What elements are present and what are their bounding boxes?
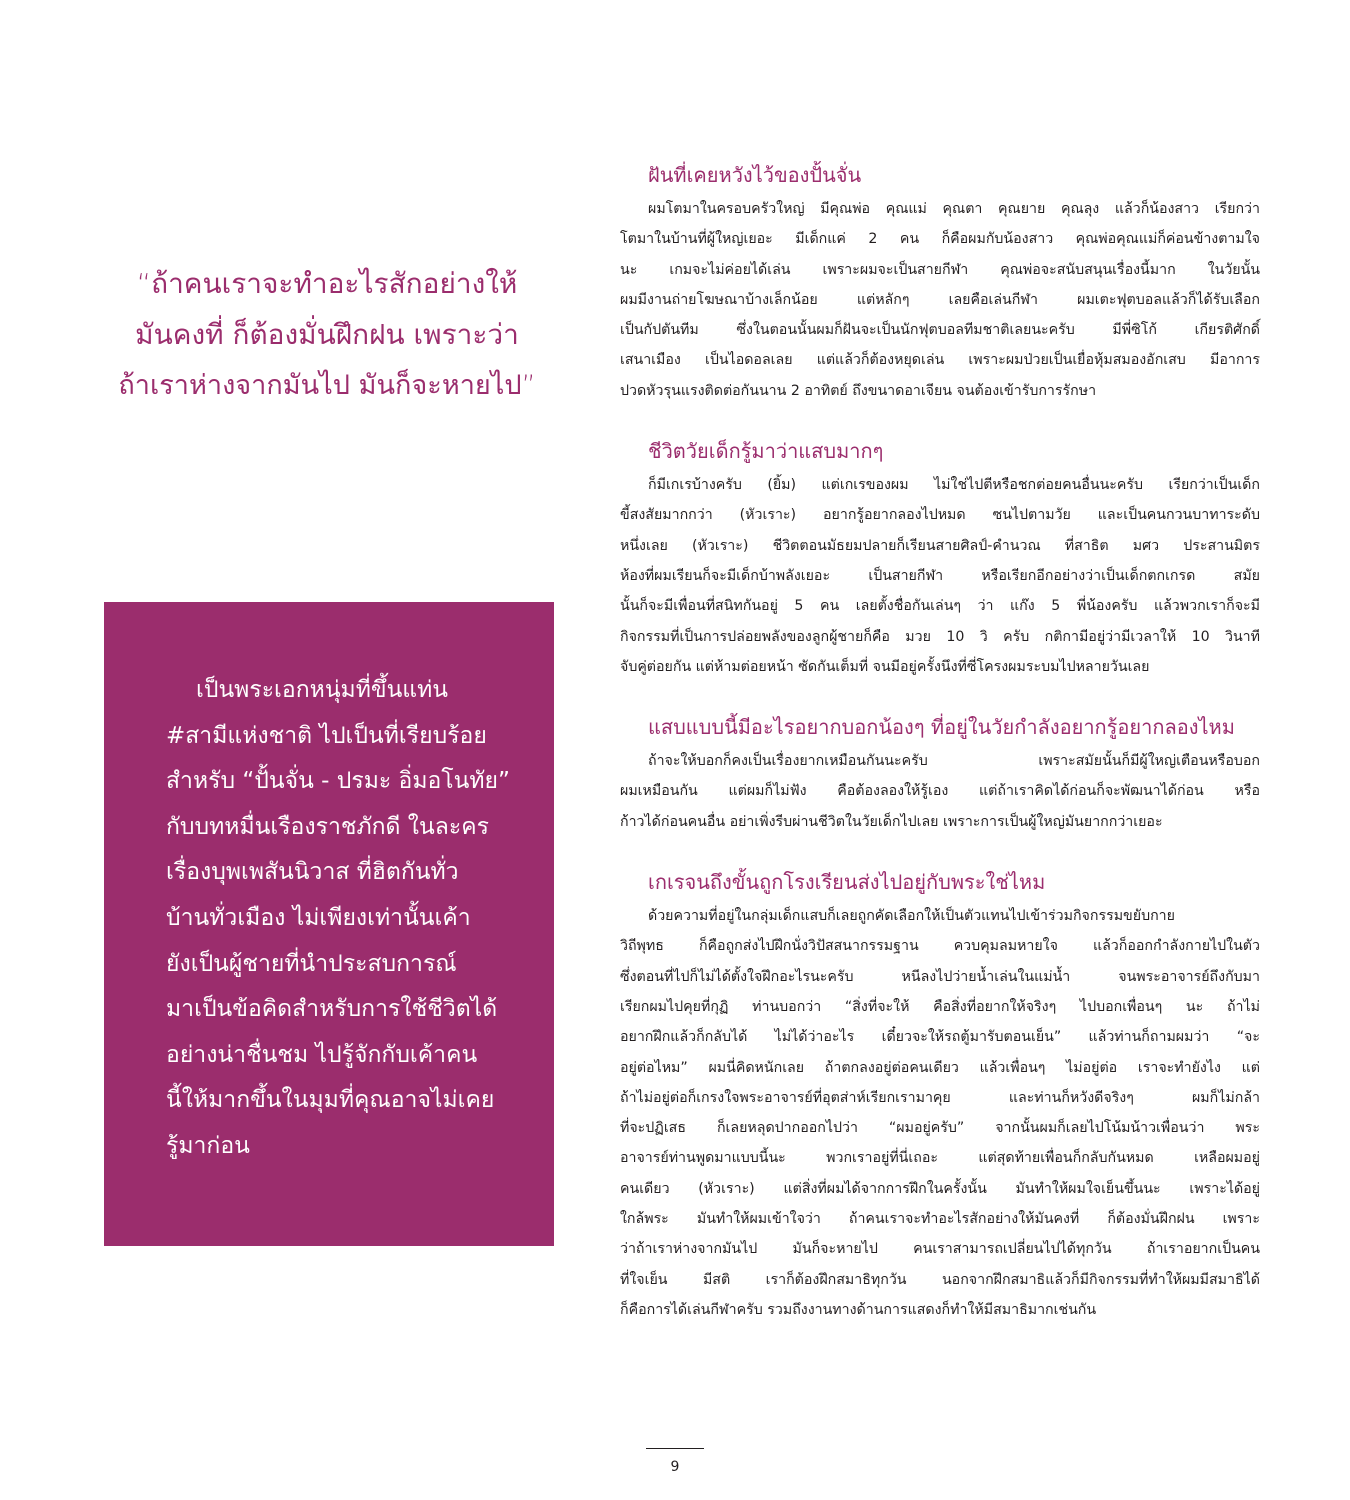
paragraph-line: เป็นกัปตันทีม ซึ่งในตอนนั้นผมก็ฝันจะเป็นนักฟุตบอลทีมชาติเลยนะครับ มีพี่ซิโก้ เกียรติศักดิ์	[620, 322, 1260, 339]
paragraph-line: ซึ่งตอนที่ไปก็ไม่ได้ตั้งใจฝึกอะไรนะครับ หนีลงไปว่ายน้ำเล่นในแม่น้ำ จนพระอาจารย์ถึงกับมา	[620, 968, 1260, 985]
paragraph-line: กิจกรรมที่เป็นการปล่อยพลังของลูกผู้ชายก็คือ มวย 10 วิ ครับ กติกามีอยู่ว่ามีเวลาให้ 10 วินาที	[620, 628, 1260, 645]
article-section	[620, 712, 1260, 837]
bio-line: เรื่องบุพเพสันนิวาส ที่ฮิตกันทั่ว	[166, 859, 459, 886]
paragraph-line: ก็คือการได้เล่นกีฬาครับ รวมถึงงานทางด้านการแสดงก็ทำให้มีสมาธิมากเช่นกัน	[620, 1301, 1097, 1318]
paragraph-line: ผมมีงานถ่ายโฆษณาบ้างเล็กน้อย แต่หลักๆ เลยคือเล่นกีฬา ผมเตะฟุตบอลแล้วก็ได้รับเลือก	[620, 291, 1260, 308]
bio-line: ยังเป็นผู้ชายที่นำประสบการณ์	[166, 950, 457, 977]
paragraph-line: ผมเหมือนกัน แต่ผมก็ไม่ฟัง คือต้องลองให้รู้เอง แต่ถ้าเราคิดได้ก่อนก็จะพัฒนาได้ก่อน หรือ	[620, 783, 1260, 800]
section-heading: ชีวิตวัยเด็กรู้มาว่าแสบมากๆ	[648, 439, 884, 464]
paragraph-line: ด้วยความที่อยู่ในกลุ่มเด็กแสบก็เลยถูกคัดเลือกให้เป็นตัวแทนไปเข้าร่วมกิจกรรมขยับกาย	[648, 908, 1175, 925]
paragraph-line: ที่ใจเย็น มีสติ เราก็ต้องฝึกสมาธิทุกวัน นอกจากฝึกสมาธิแล้วก็มีกิจกรรมที่ทำให้ผมมีสมาธิได้	[620, 1271, 1260, 1288]
bio-line: รู้มาก่อน	[166, 1132, 250, 1159]
article-section	[620, 160, 1260, 406]
paragraph-line: ว่าถ้าเราห่างจากมันไป มันก็จะหายไป คนเราสามารถเปลี่ยนไปได้ทุกวัน ถ้าเราอยากเป็นคน	[620, 1241, 1260, 1258]
pull-quote-line: มันคงที่ ก็ต้องมั่นฝึกฝน เพราะว่า	[135, 318, 519, 351]
bio-line: กับบทหมื่นเรืองราชภักดี ในละคร	[166, 813, 489, 840]
paragraph-line: อยู่ต่อไหม” ผมนี่คิดหนักเลย ถ้าตกลงอยู่ต่อคนเดียว แล้วเพื่อนๆ ไม่อยู่ต่อ เราจะทำยังไง แต่	[620, 1059, 1260, 1076]
article-section	[620, 436, 1260, 682]
paragraph-line: นั้นก็จะมีเพื่อนที่สนิทกันอยู่ 5 คน เลยตั้งชื่อกันเล่นๆ ว่า แก๊ง 5 พี่น้องครับ แล้วพวกเราก็จะมี	[620, 598, 1260, 615]
paragraph-line: ที่จะปฏิเสธ ก็เลยหลุดปากออกไปว่า “ผมอยู่ครับ” จากนั้นผมก็เลยไปโน้มน้าวเพื่อนว่า พระ	[620, 1120, 1260, 1137]
paragraph-line: ถ้าจะให้บอกก็คงเป็นเรื่องยากเหมือนกันนะครับ เพราะสมัยนั้นก็มีผู้ใหญ่เตือนหรือบอก	[648, 753, 1260, 770]
section-heading: เกเรจนถึงขั้นถูกโรงเรียนส่งไปอยู่กับพระใช่ไหม	[648, 870, 1046, 895]
paragraph-line: โตมาในบ้านที่ผู้ใหญ่เยอะ มีเด็กแค่ 2 คน ก็คือผมกับน้องสาว คุณพ่อคุณแม่ก็ค่อนข้างตามใจ	[620, 231, 1260, 248]
paragraph-line: ขี้สงสัยมากกว่า (หัวเราะ) อยากรู้อยากลองไปหมด ซนไปตามวัย และเป็นคนกวนบาทาระดับ	[620, 507, 1260, 524]
paragraph-line: อาจารย์ท่านพูดมาแบบนี้นะ พวกเราอยู่ที่นี่เถอะ แต่สุดท้ายเพื่อนก็กลับกันหมด เหลือผมอยู่	[620, 1150, 1260, 1167]
paragraph-line: เรียกผมไปคุยที่กุฏิ ท่านบอกว่า “สิ่งที่จะให้ คือสิ่งที่อยากให้จริงๆ ไปบอกเพื่อนๆ นะ ถ้าไม่	[620, 998, 1260, 1015]
section-heading: ฝันที่เคยหวังไว้ของปั้นจั่น	[648, 163, 862, 187]
paragraph-line: ก้าวได้ก่อนคนอื่น อย่าเพิ่งรีบผ่านชีวิตในวัยเด็กไปเลย เพราะการเป็นผู้ใหญ่มันยากกว่าเยอะ	[620, 813, 1163, 830]
paragraph-line: อยากฝึกแล้วก็กลับได้ ไม่ได้ว่าอะไร เดี๋ยวจะให้รถตู้มารับตอนเย็น” แล้วท่านก็ถามผมว่า “จะ	[620, 1029, 1260, 1046]
section-heading: แสบแบบนี้มีอะไรอยากบอกน้องๆ ที่อยู่ในวัยกำลังอยากรู้อยากลองไหม	[648, 715, 1235, 740]
bio-text	[166, 668, 511, 1170]
paragraph-line: วิถีพุทธ ก็คือถูกส่งไปฝึกนั่งวิปัสสนากรรมฐาน ควบคุมลมหายใจ แล้วก็ออกกำลังกายไปในตัว	[620, 938, 1260, 955]
article-section	[620, 867, 1260, 1325]
paragraph-line: คนเดียว (หัวเราะ) แต่สิ่งที่ผมได้จากการฝึกในครั้งนั้น มันทำให้ผมใจเย็นขึ้นนะ เพราะได้อยู่	[620, 1180, 1260, 1197]
bio-line: อย่างน่าชื่นชม ไปรู้จักกับเค้าคน	[166, 1041, 478, 1068]
paragraph-line: ใกล้พระ มันทำให้ผมเข้าใจว่า ถ้าคนเราจะทำอะไรสักอย่างให้มันคงที่ ก็ต้องมั่นฝึกฝน เพราะ	[620, 1211, 1260, 1228]
bio-line: มาเป็นข้อคิดสำหรับการใช้ชีวิตได้	[166, 996, 498, 1023]
paragraph-line: ผมโตมาในครอบครัวใหญ่ มีคุณพ่อ คุณแม่ คุณตา คุณยาย คุณลุง แล้วก็น้องสาว เรียกว่า	[648, 201, 1260, 217]
bio-line: เป็นพระเอกหนุ่มที่ขึ้นแท่น	[196, 677, 449, 703]
paragraph-line: ก็มีเกเรบ้างครับ (ยิ้ม) แต่เกเรของผม ไม่ใช่ไปตีหรือชกต่อยคนอื่นนะครับ เรียกว่าเป็นเด็ก	[648, 477, 1260, 494]
page-number: 9	[646, 1448, 704, 1475]
bio-line: บ้านทั่วเมือง ไม่เพียงเท่านั้นเค้า	[166, 904, 471, 931]
paragraph-line: หนึ่งเลย (หัวเราะ) ชีวิตตอนมัธยมปลายก็เรียนสายศิลป์-คำนวณ ที่สาธิต มศว ประสานมิตร	[620, 537, 1260, 554]
bio-box	[104, 602, 554, 1246]
pull-quote-line: ถ้าเราห่างจากมันไป มันก็จะหายไป”	[118, 370, 536, 401]
paragraph-line: ถ้าไม่อยู่ต่อก็เกรงใจพระอาจารย์ที่อุตส่าห์เรียกเรามาคุย และท่านก็หวังดีจริงๆ ผมก็ไม่กล้า	[620, 1089, 1260, 1106]
article-column	[620, 160, 1260, 1325]
paragraph-line: เสนาเมือง เป็นไอดอลเลย แต่แล้วก็ต้องหยุดเล่น เพราะผมป่วยเป็นเยื่อหุ้มสมองอักเสบ มีอาการ	[620, 352, 1260, 369]
paragraph-line: ห้องที่ผมเรียนก็จะมีเด็กบ้าพลังเยอะ เป็นสายกีฬา หรือเรียกอีกอย่างว่าเป็นเด็กตกเกรด สมัย	[620, 567, 1260, 584]
paragraph-line: จับคู่ต่อยกัน แต่ห้ามต่อยหน้า ซัดกันเต็มที่ จนมีอยู่ครั้งนึงที่ซี่โครงผมระบมไปหลายวันเลย	[620, 658, 1150, 675]
paragraph-line: ปวดหัวรุนแรงติดต่อกันนาน 2 อาทิตย์ ถึงขนาดอาเจียน จนต้องเข้ารับการรักษา	[620, 382, 1097, 399]
pull-quote-line: “ถ้าคนเราจะทำอะไรสักอย่างให้	[136, 267, 518, 300]
paragraph-line: นะ เกมจะไม่ค่อยได้เล่น เพราะผมจะเป็นสายกีฬา คุณพ่อจะสนับสนุนเรื่องนี้มาก ในวัยนั้น	[620, 261, 1260, 278]
bio-line: #สามีแห่งชาติ ไปเป็นที่เรียบร้อย	[166, 722, 487, 749]
pull-quote	[118, 258, 536, 411]
bio-line: สำหรับ “ปั้นจั่น - ปรมะ อิ่มอโนทัย”	[166, 768, 510, 795]
bio-line: นี้ให้มากขึ้นในมุมที่คุณอาจไม่เคย	[166, 1087, 495, 1114]
